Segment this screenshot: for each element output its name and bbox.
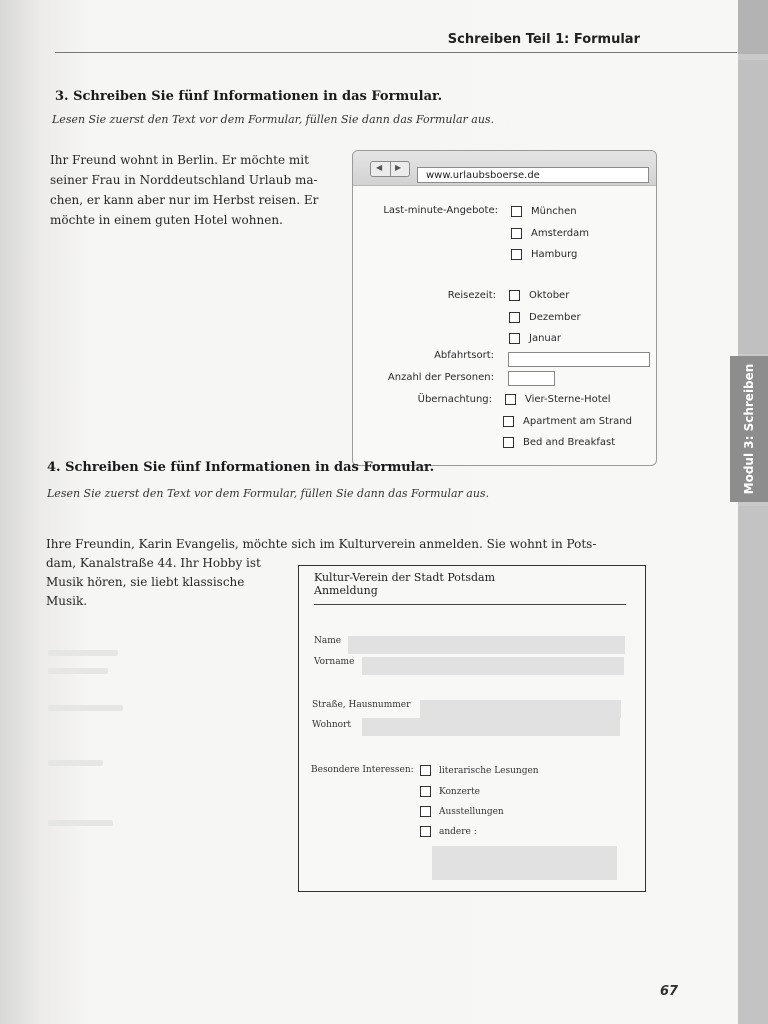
- personen-input[interactable]: [508, 371, 555, 386]
- prose-line: dam, Kanalstraße 44. Ihr Hobby ist: [46, 556, 261, 570]
- vorname-field[interactable]: [362, 657, 624, 675]
- page-number: 67: [660, 984, 679, 999]
- checkbox[interactable]: [420, 806, 431, 817]
- task3-title: 3. Schreiben Sie fünf Informationen in das Formular.: [55, 89, 443, 104]
- checkbox[interactable]: [420, 786, 431, 797]
- form-heading: Kultur-Verein der Stadt Potsdam Anmeldung: [314, 571, 496, 597]
- checkbox[interactable]: [509, 290, 520, 301]
- task4-title: 4. Schreiben Sie fünf Informationen in das Formular.: [47, 460, 435, 475]
- personen-label: Anzahl der Personen:: [387, 372, 494, 383]
- checkbox[interactable]: [420, 826, 431, 837]
- wohnort-field[interactable]: [362, 718, 620, 736]
- reisezeit-label: Reisezeit:: [447, 290, 496, 301]
- name-field[interactable]: [348, 636, 625, 654]
- uebernachtung-label: Übernachtung:: [417, 394, 492, 405]
- checkbox[interactable]: [503, 437, 514, 448]
- prose-line: Ihre Freundin, Karin Evangelis, möchte sich im Kulturverein anmelden. Sie wohnt in Pots-: [46, 537, 597, 551]
- option-apartment-am-strand[interactable]: Apartment am Strand: [503, 416, 632, 427]
- vorname-label: Vorname: [314, 657, 355, 667]
- prose-line: Musik.: [46, 594, 88, 608]
- back-arrow-icon[interactable]: ◀: [376, 163, 383, 172]
- last-minute-label: Last-minute-Angebote:: [383, 205, 498, 216]
- prose-line: chen, er kann aber nur im Herbst reisen. Er: [50, 193, 319, 207]
- option-vier-sterne-hotel[interactable]: Vier-Sterne-Hotel: [505, 394, 611, 405]
- option-andere[interactable]: andere :: [420, 826, 477, 837]
- option-oktober[interactable]: Oktober: [509, 290, 569, 301]
- prose-line: seiner Frau in Norddeutschland Urlaub ma-: [50, 173, 318, 187]
- option-amsterdam[interactable]: Amsterdam: [511, 228, 589, 239]
- side-index-strip: [738, 0, 768, 1024]
- form-heading-rule: [314, 604, 626, 605]
- option-ausstellungen[interactable]: Ausstellungen: [420, 806, 504, 817]
- task3-prose: [50, 150, 318, 230]
- option-literarische-lesungen[interactable]: literarische Lesungen: [420, 765, 539, 776]
- wohnort-label: Wohnort: [312, 720, 351, 730]
- name-label: Name: [314, 636, 342, 646]
- checkbox[interactable]: [509, 333, 520, 344]
- task4-instruction: Lesen Sie zuerst den Text vor dem Formular, füllen Sie dann das Formular aus.: [47, 487, 490, 500]
- prose-line: Musik hören, sie liebt klassische: [46, 575, 245, 589]
- browser-form: [352, 150, 657, 466]
- option-muenchen[interactable]: München: [511, 206, 577, 217]
- checkbox[interactable]: [511, 228, 522, 239]
- interessen-label: Besondere Interessen:: [311, 765, 414, 775]
- module-tab-label: Modul 3: Schreiben: [742, 363, 756, 495]
- abfahrtsort-label: Abfahrtsort:: [434, 350, 494, 361]
- checkbox[interactable]: [511, 249, 522, 260]
- option-januar[interactable]: Januar: [509, 333, 561, 344]
- option-hamburg[interactable]: Hamburg: [511, 249, 577, 260]
- task3-instruction: Lesen Sie zuerst den Text vor dem Formular, füllen Sie dann das Formular aus.: [52, 113, 495, 126]
- checkbox[interactable]: [511, 206, 522, 217]
- andere-field[interactable]: [432, 846, 617, 880]
- module-tab[interactable]: [730, 356, 768, 502]
- checkbox[interactable]: [503, 416, 514, 427]
- abfahrtsort-input[interactable]: [508, 352, 650, 367]
- option-dezember[interactable]: Dezember: [509, 312, 581, 323]
- checkbox[interactable]: [509, 312, 520, 323]
- forward-arrow-icon[interactable]: ▶: [395, 163, 402, 172]
- header-rule: [55, 52, 737, 53]
- strasse-label: Straße, Hausnummer: [312, 700, 411, 710]
- url-field[interactable]: www.urlaubsboerse.de: [417, 167, 649, 183]
- strasse-field[interactable]: [420, 700, 621, 718]
- checkbox[interactable]: [505, 394, 516, 405]
- section-header: Schreiben Teil 1: Formular: [447, 32, 640, 47]
- prose-line: möchte in einem guten Hotel wohnen.: [50, 213, 283, 227]
- option-konzerte[interactable]: Konzerte: [420, 786, 480, 797]
- option-bed-and-breakfast[interactable]: Bed and Breakfast: [503, 437, 615, 448]
- prose-line: Ihr Freund wohnt in Berlin. Er möchte mit: [50, 153, 309, 167]
- nav-buttons[interactable]: [370, 161, 410, 177]
- checkbox[interactable]: [420, 765, 431, 776]
